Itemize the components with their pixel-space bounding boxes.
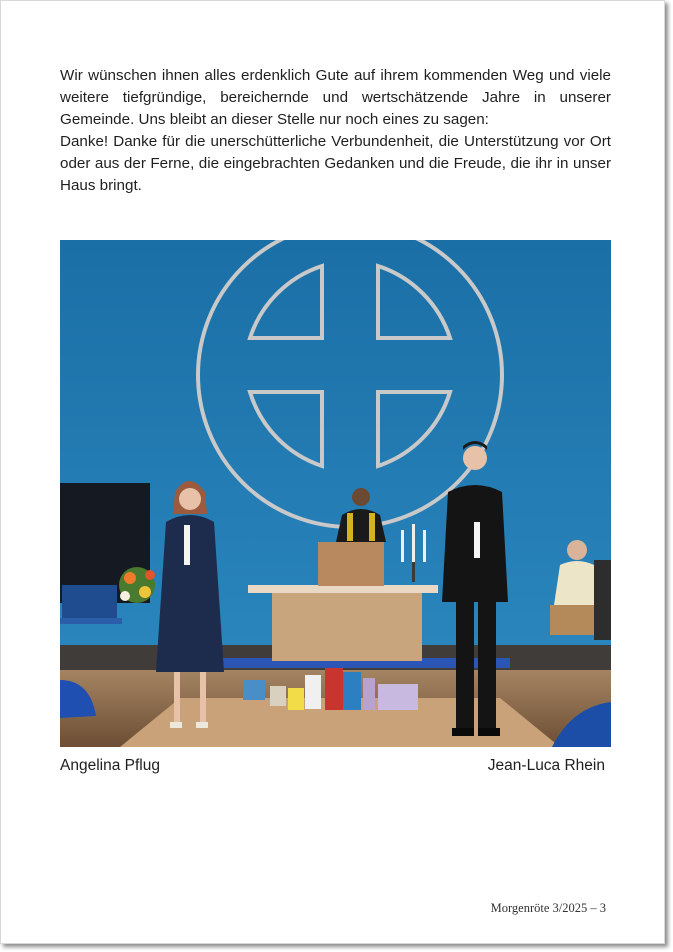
chair-left (62, 585, 117, 619)
paragraph-1: Wir wünschen ihnen alles erdenklich Gute auf ihrem kommenden Weg und viele weitere tiefgründige, bereichernde und wertschätzende Jahre in unserer Gemeinde. Uns bleibt an dieser Stelle nur noch eines zu sagen: (60, 67, 611, 128)
altar-top (248, 585, 438, 593)
altar (272, 593, 422, 661)
caption-left: Angelina Pflug (60, 757, 160, 774)
page-footer: Morgenröte 3/2025 – 3 (490, 901, 606, 915)
lectern (318, 542, 384, 586)
pastor-head (352, 488, 370, 506)
flower-arrangement (119, 567, 155, 603)
photo-illustration (60, 240, 611, 747)
body-text (60, 65, 611, 197)
caption-right: Jean-Luca Rhein (487, 757, 605, 774)
confirmation-photo (60, 240, 611, 747)
paragraph-2: Danke! Danke für die unerschütterliche Verbundenheit, die Unterstützung vor Ort oder aus der Ferne, die eingebrachten Gedanken und die Freude, die ihr in unser Haus bringt. (60, 133, 611, 194)
